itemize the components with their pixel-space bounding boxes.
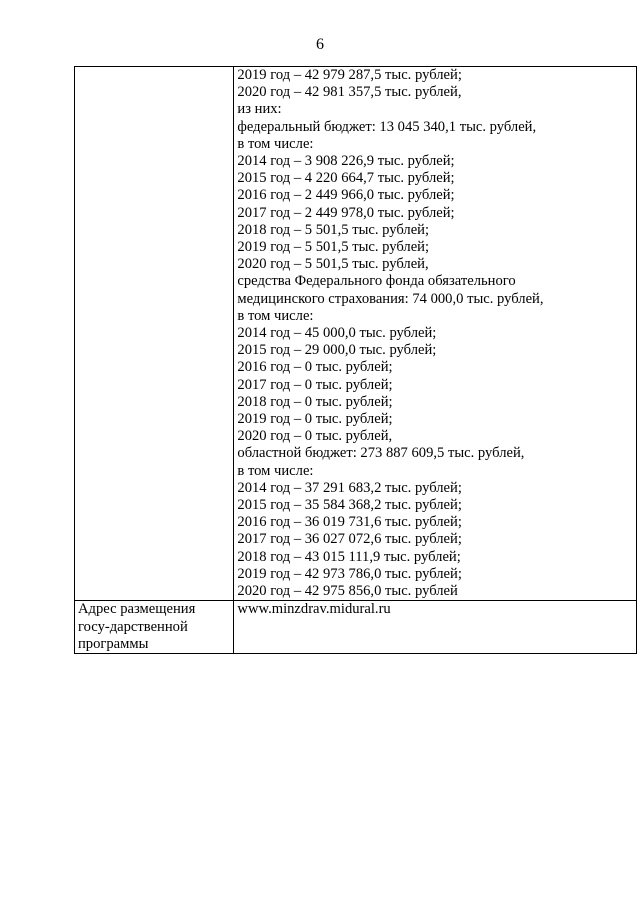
- funding-line: 2018 год – 43 015 111,9 тыс. рублей;: [237, 548, 461, 565]
- funding-line: 2020 год – 42 981 357,5 тыс. рублей,: [237, 84, 462, 101]
- row-value-cell: [234, 67, 637, 601]
- funding-line: федеральный бюджет: 13 045 340,1 тыс. рублей,: [237, 118, 537, 135]
- table-row: [75, 67, 637, 601]
- funding-line: областной бюджет: 273 887 609,5 тыс. рублей,: [237, 445, 525, 462]
- funding-line: 2014 год – 45 000,0 тыс. рублей;: [237, 325, 437, 342]
- funding-line: 2018 год – 5 501,5 тыс. рублей;: [237, 221, 430, 238]
- funding-line: 2017 год – 2 449 978,0 тыс. рублей;: [237, 204, 455, 221]
- funding-line: 2015 год – 4 220 664,7 тыс. рублей;: [237, 170, 455, 187]
- funding-line: 2016 год – 0 тыс. рублей;: [237, 359, 393, 376]
- funding-line: 2016 год – 2 449 966,0 тыс. рублей;: [237, 187, 455, 204]
- funding-line: 2016 год – 36 019 731,6 тыс. рублей;: [237, 514, 462, 531]
- funding-line: 2019 год – 0 тыс. рублей;: [237, 411, 393, 428]
- page-number: 6: [316, 36, 324, 53]
- funding-line: в том числе:: [237, 307, 314, 324]
- funding-line: 2020 год – 0 тыс. рублей,: [237, 428, 393, 445]
- row-label-cell: [75, 601, 234, 654]
- funding-line: средства Федерального фонда обязательного: [237, 273, 516, 290]
- funding-line: 2017 год – 0 тыс. рублей;: [237, 376, 393, 393]
- row-value-cell[interactable]: [234, 601, 637, 654]
- funding-line: 2017 год – 36 027 072,6 тыс. рублей;: [237, 531, 462, 548]
- row-label: Адрес размещения госу-дарственной программы: [78, 601, 196, 652]
- funding-line: 2015 год – 29 000,0 тыс. рублей;: [237, 342, 437, 359]
- funding-line: медицинского страхования: 74 000,0 тыс. рублей,: [237, 290, 544, 307]
- funding-line: 2014 год – 3 908 226,9 тыс. рублей;: [237, 153, 455, 170]
- funding-line: в том числе:: [237, 135, 314, 152]
- funding-line: из них:: [237, 101, 282, 118]
- row-label-cell: [75, 67, 234, 601]
- funding-line: 2019 год – 5 501,5 тыс. рублей;: [237, 239, 430, 256]
- funding-line: 2020 год – 5 501,5 тыс. рублей,: [237, 256, 429, 273]
- program-website-link[interactable]: www.minzdrav.midural.ru: [237, 601, 391, 618]
- table-row: [75, 601, 637, 654]
- funding-line: в том числе:: [237, 462, 314, 479]
- funding-line: 2015 год – 35 584 368,2 тыс. рублей;: [237, 497, 462, 514]
- funding-line: 2019 год – 42 973 786,0 тыс. рублей;: [237, 565, 462, 582]
- funding-line: 2020 год – 42 975 856,0 тыс. рублей: [237, 583, 458, 600]
- funding-line: 2014 год – 37 291 683,2 тыс. рублей;: [237, 479, 462, 496]
- funding-line: 2018 год – 0 тыс. рублей;: [237, 393, 393, 410]
- funding-line: 2019 год – 42 979 287,5 тыс. рублей;: [237, 67, 462, 83]
- program-passport-table: [74, 66, 637, 654]
